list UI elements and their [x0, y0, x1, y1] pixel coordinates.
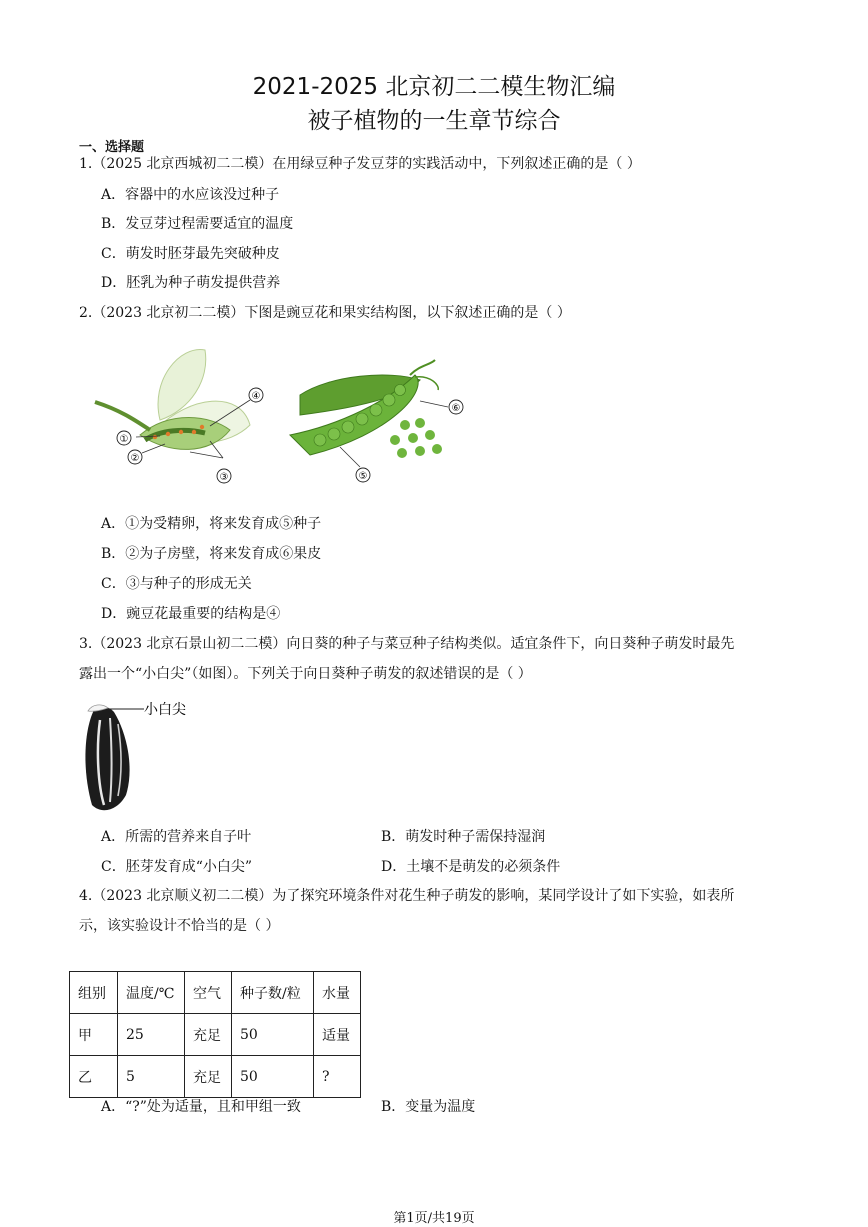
pea-pod-figure — [280, 355, 475, 485]
table-cell: 乙 — [70, 1056, 118, 1098]
table-header-cell: 温度/℃ — [118, 972, 185, 1014]
pea-flower-figure — [90, 340, 270, 490]
table-cell: 50 — [232, 1014, 314, 1056]
figure-label-5: ⑤ — [358, 471, 368, 482]
question-3-stem-line-1: 3.（2023 北京石景山初二二模）向日葵的种子与菜豆种子结构类似。适宜条件下，向日葵种子萌发时最先 — [79, 636, 735, 652]
question-3-option-b: B．萌发时种子需保持湿润 — [381, 829, 546, 845]
table-row — [70, 1014, 361, 1056]
question-3-option-c: C．胚芽发育成“小白尖” — [101, 859, 253, 875]
table-cell: 50 — [232, 1056, 314, 1098]
question-2-stem: 2.（2023 北京初二二模）下图是豌豆花和果实结构图，以下叙述正确的是（ ） — [79, 305, 571, 321]
question-2-option-b: B．②为子房壁，将来发育成⑥果皮 — [101, 546, 322, 562]
question-1-option-a: A．容器中的水应该没过种子 — [101, 187, 280, 203]
figure-label-6: ⑥ — [451, 403, 461, 414]
question-2-option-d: D．豌豆花最重要的结构是④ — [101, 606, 281, 622]
table-cell: 25 — [118, 1014, 185, 1056]
question-3-option-a: A．所需的营养来自子叶 — [101, 829, 252, 845]
experiment-table — [69, 971, 361, 1098]
table-header-cell: 水量 — [314, 972, 361, 1014]
table-row — [70, 1056, 361, 1098]
figure-label-xiaobaijian: 小白尖 — [144, 702, 186, 718]
table-cell: 5 — [118, 1056, 185, 1098]
sunflower-seed-figure — [80, 700, 200, 815]
table-cell: ? — [314, 1056, 361, 1098]
table-cell: 适量 — [314, 1014, 361, 1056]
table-header-cell: 种子数/粒 — [232, 972, 314, 1014]
figure-label-4: ④ — [251, 391, 261, 402]
table-header-row — [70, 972, 361, 1014]
question-1-option-d: D．胚乳为种子萌发提供营养 — [101, 275, 281, 291]
question-1-option-b: B．发豆芽过程需要适宜的温度 — [101, 216, 294, 232]
table-header-cell: 空气 — [185, 972, 232, 1014]
question-4-stem-line-2: 示，该实验设计不恰当的是（ ） — [79, 918, 280, 934]
question-1-stem: 1.（2025 北京西城初二二模）在用绿豆种子发豆芽的实践活动中，下列叙述正确的是（ ） — [79, 156, 641, 172]
table-cell: 充足 — [185, 1014, 232, 1056]
table-header-cell: 组别 — [70, 972, 118, 1014]
figure-label-2: ② — [130, 453, 140, 464]
question-2-option-c: C．③与种子的形成无关 — [101, 576, 252, 592]
question-4-option-b: B．变量为温度 — [381, 1099, 476, 1115]
question-4-option-a: A．“?”处为适量，且和甲组一致 — [101, 1099, 301, 1115]
section-heading: 一、选择题 — [79, 140, 145, 155]
figure-label-3: ③ — [219, 472, 229, 483]
page-title-line-1: 2021-2025 北京初二二模生物汇编 — [252, 74, 616, 100]
page-title-line-2: 被子植物的一生章节综合 — [307, 108, 561, 134]
table-cell: 充足 — [185, 1056, 232, 1098]
question-3-option-d: D．土壤不是萌发的必须条件 — [381, 859, 561, 875]
question-1-option-c: C．萌发时胚芽最先突破种皮 — [101, 246, 280, 262]
figure-label-1: ① — [119, 434, 129, 445]
question-4-stem-line-1: 4.（2023 北京顺义初二二模）为了探究环境条件对花生种子萌发的影响，某同学设计了如下实验，如表所 — [79, 888, 735, 904]
table-cell: 甲 — [70, 1014, 118, 1056]
page-footer: 第1页/共19页 — [393, 1211, 475, 1226]
question-2-option-a: A．①为受精卵，将来发育成⑤种子 — [101, 516, 322, 532]
question-3-stem-line-2: 露出一个“小白尖”（如图）。下列关于向日葵种子萌发的叙述错误的是（ ） — [79, 666, 532, 682]
